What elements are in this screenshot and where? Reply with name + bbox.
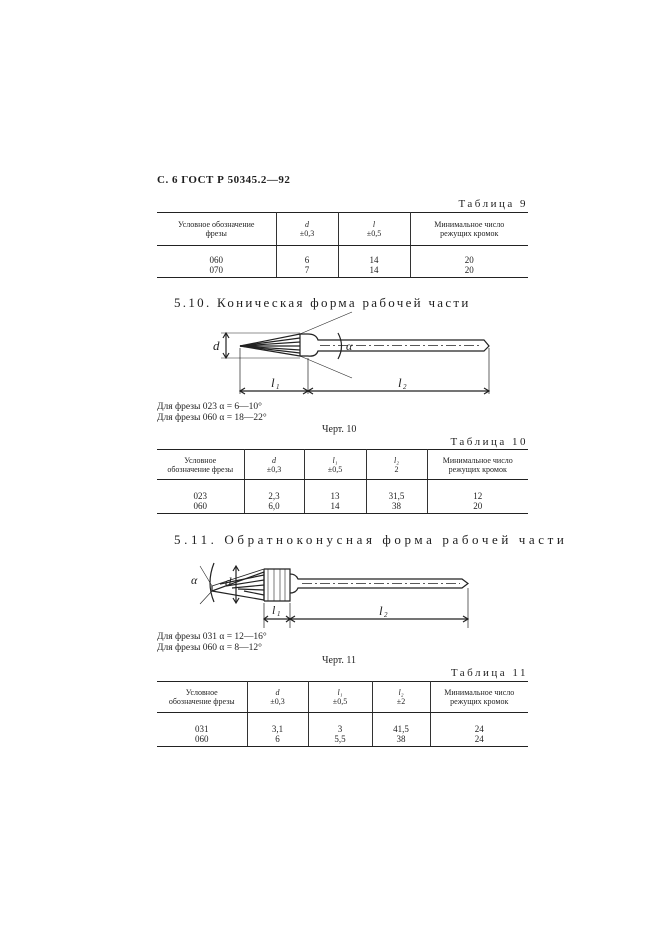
page-header: С. 6 ГОСТ Р 50345.2—92 xyxy=(157,174,291,186)
table-row: 023 060 2,3 6,0 13 14 31,5 38 12 20 xyxy=(157,480,528,514)
section-5-11-title: 5.11. Обратноконусная форма рабочей части xyxy=(174,532,568,547)
table-9-header-d: d ±0,3 xyxy=(276,213,338,246)
table-row: 031 060 3,1 6 3 5,5 41,5 38 24 24 xyxy=(157,713,528,747)
table-11-header-l2: l₂ ±2 xyxy=(372,682,430,713)
label-l1: l xyxy=(271,375,275,390)
label-alpha-11: α xyxy=(191,573,198,587)
table-11 xyxy=(157,681,528,747)
table-11-header-l1: l₁ ±0,5 xyxy=(308,682,372,713)
label-l2-sub: 2 xyxy=(403,383,407,391)
table-10-header-d: d ±0,3 xyxy=(244,450,304,480)
label-l2: l xyxy=(398,375,402,390)
section-5-10-title: 5.10. Коническая форма рабочей части xyxy=(174,295,471,310)
label-l2-11: l xyxy=(379,603,383,618)
label-l1-sub: 1 xyxy=(276,383,280,391)
table-9-header-l: l ±0,5 xyxy=(338,213,410,246)
label-l1-11: l xyxy=(272,603,276,617)
table-9-caption: Таблица 9 xyxy=(458,198,528,210)
table-11-header-edges: Минимальное число режущих кромок xyxy=(430,682,528,713)
table-10-header-l1: l₁ ±0,5 xyxy=(304,450,366,480)
table-11-caption: Таблица 11 xyxy=(450,667,528,679)
table-10 xyxy=(157,449,528,514)
note-10-1: Для фрезы 023 α = 6—10° xyxy=(157,402,262,412)
chert-11-caption: Черт. 11 xyxy=(322,655,357,666)
note-11-1: Для фрезы 031 α = 12—16° xyxy=(157,632,267,642)
table-10-caption: Таблица 10 xyxy=(450,436,528,448)
chert-10-caption: Черт. 10 xyxy=(322,424,357,435)
note-10-2: Для фрезы 060 α = 18—22° xyxy=(157,413,267,423)
label-d: d xyxy=(213,338,220,353)
table-10-header-designation: Условное обозначение фрезы xyxy=(157,450,244,480)
table-9-header-edges: Минимальное число режущих кромок xyxy=(410,213,528,246)
table-9-header-designation: Условное обозначение фрезы xyxy=(157,213,276,246)
table-11-header-designation: Условное обозначение фрезы xyxy=(157,682,247,713)
table-10-header-l2: l₂ 2 xyxy=(366,450,427,480)
table-10-header-edges: Минимальное число режущих кромок xyxy=(427,450,528,480)
note-11-2: Для фрезы 060 α = 8—12° xyxy=(157,643,262,653)
label-l1-11-sub: 1 xyxy=(277,610,281,618)
label-d-11: d xyxy=(225,574,232,589)
table-row: 060 070 6 7 14 14 20 20 xyxy=(157,246,528,278)
table-11-header-d: d ±0,3 xyxy=(247,682,308,713)
label-l2-11-sub: 2 xyxy=(384,611,388,619)
label-alpha: α xyxy=(346,339,353,353)
